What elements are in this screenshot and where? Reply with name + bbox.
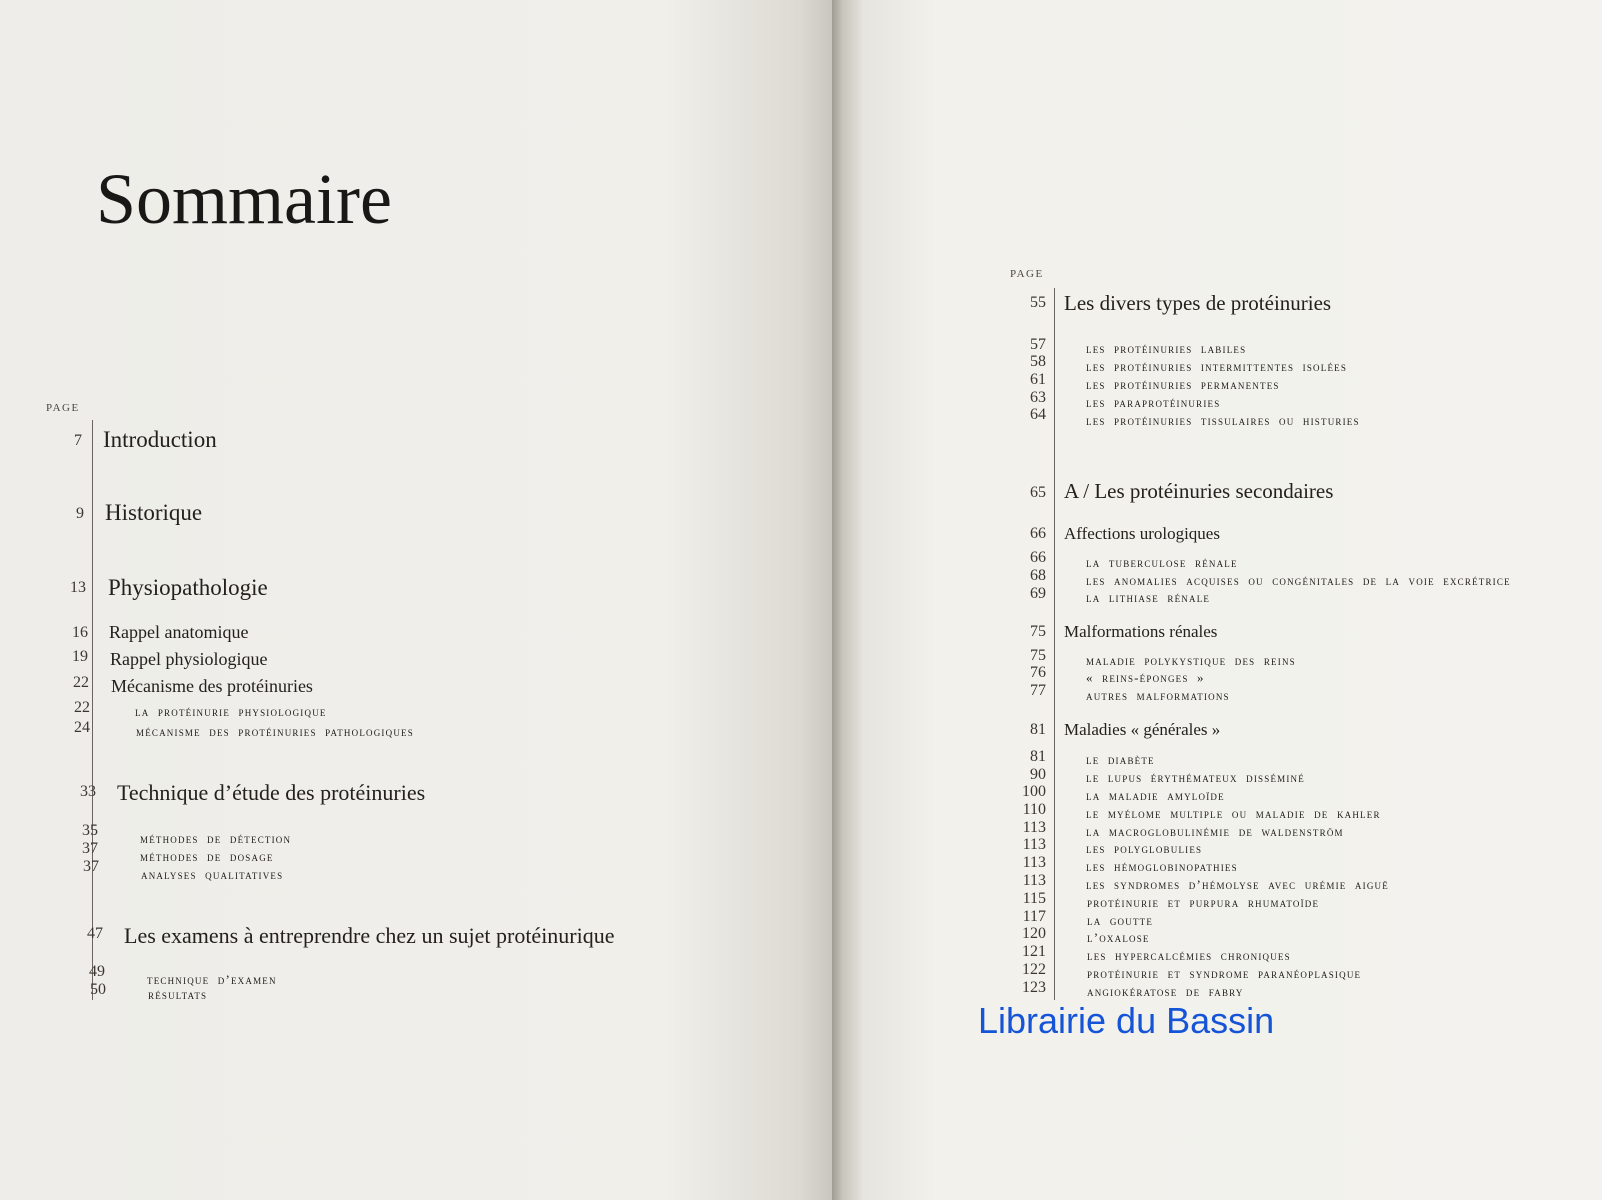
toc-page-number: 65 bbox=[1030, 484, 1046, 501]
toc-chapter: Les divers types de protéinuries bbox=[1064, 291, 1332, 315]
toc-subsection: angiokératose de fabry bbox=[1087, 984, 1244, 999]
toc-section: Rappel physiologique bbox=[110, 649, 268, 669]
toc-subsection: les protéinuries intermittentes isolées bbox=[1086, 359, 1348, 374]
toc-page-number: 76 bbox=[1030, 664, 1046, 681]
toc-page-number: 24 bbox=[74, 719, 90, 736]
toc-page-number: 66 bbox=[1030, 549, 1046, 566]
toc-subsection: « reins-éponges » bbox=[1086, 670, 1205, 685]
toc-page-number: 110 bbox=[1022, 801, 1046, 818]
page-column-label: PAGE bbox=[1010, 268, 1044, 280]
toc-page-number: 115 bbox=[1022, 890, 1046, 907]
toc-subsection: l’oxalose bbox=[1087, 930, 1150, 945]
toc-page-number: 66 bbox=[1030, 525, 1046, 542]
toc-page-number: 75 bbox=[1030, 647, 1046, 664]
toc-page-number: 81 bbox=[1030, 748, 1046, 765]
toc-subsection: maladie polykystique des reins bbox=[1086, 653, 1296, 668]
toc-page-number: 113 bbox=[1022, 854, 1046, 871]
toc-part-heading: A / Les protéinuries secondaires bbox=[1064, 479, 1334, 503]
toc-subsection: les paraprotéinuries bbox=[1086, 395, 1221, 410]
toc-page-number: 75 bbox=[1030, 623, 1046, 640]
toc-subsection: le lupus érythémateux disséminé bbox=[1086, 770, 1305, 785]
toc-subsection: les protéinuries permanentes bbox=[1086, 377, 1280, 392]
toc-page-number: 123 bbox=[1022, 979, 1046, 996]
toc-page-number: 120 bbox=[1022, 925, 1046, 942]
toc-subsection: la macroglobulinémie de waldenström bbox=[1086, 824, 1344, 839]
toc-subsection: le diabète bbox=[1086, 752, 1155, 767]
toc-chapter: Les examens à entreprendre chez un sujet protéinurique bbox=[124, 923, 615, 948]
toc-subsection: les syndromes d’hémolyse avec urémie aiguë bbox=[1086, 877, 1389, 892]
toc-subsection: protéinurie et purpura rhumatoïde bbox=[1087, 895, 1320, 910]
toc-chapter: Historique bbox=[105, 500, 203, 525]
toc-subsection: méthodes de dosage bbox=[140, 849, 274, 864]
toc-page-number: 113 bbox=[1022, 872, 1046, 889]
toc-page-number: 57 bbox=[1030, 336, 1046, 353]
toc-page-number: 58 bbox=[1030, 353, 1046, 370]
toc-page-number: 90 bbox=[1030, 766, 1046, 783]
toc-subsection: les protéinuries tissulaires ou histuries bbox=[1086, 413, 1360, 428]
toc-page-number: 19 bbox=[72, 648, 88, 665]
toc-page-number: 100 bbox=[1022, 783, 1046, 800]
toc-subsection: résultats bbox=[148, 987, 208, 1002]
toc-page-number: 37 bbox=[82, 840, 98, 857]
toc-page-number: 16 bbox=[72, 624, 88, 641]
toc-section: Mécanisme des protéinuries bbox=[111, 676, 313, 696]
toc-subsection: les hémoglobinopathies bbox=[1086, 859, 1238, 874]
toc-rule bbox=[92, 420, 93, 1000]
toc-page-number: 7 bbox=[74, 432, 82, 449]
toc-page-number: 55 bbox=[1030, 294, 1046, 311]
toc-subsection: méthodes de détection bbox=[140, 831, 292, 846]
toc-page-number: 81 bbox=[1030, 721, 1046, 738]
toc-page-number: 49 bbox=[89, 963, 105, 980]
toc-subsection: mécanisme des protéinuries pathologiques bbox=[136, 724, 414, 739]
book-gutter bbox=[832, 0, 862, 1200]
seller-watermark: Librairie du Bassin bbox=[978, 1000, 1275, 1041]
toc-section: Malformations rénales bbox=[1064, 622, 1218, 641]
toc-page-number: 77 bbox=[1030, 682, 1046, 699]
toc-chapter: Introduction bbox=[103, 427, 217, 452]
toc-page-number: 64 bbox=[1030, 406, 1046, 423]
toc-subsection: analyses qualitatives bbox=[141, 867, 284, 882]
toc-page-number: 61 bbox=[1030, 371, 1046, 388]
toc-chapter: Technique d’étude des protéinuries bbox=[117, 780, 426, 805]
toc-page-number: 113 bbox=[1022, 836, 1046, 853]
toc-page-number: 37 bbox=[83, 858, 99, 875]
toc-page-number: 47 bbox=[87, 925, 103, 942]
toc-page-number: 22 bbox=[74, 699, 90, 716]
toc-subsection: la lithiase rénale bbox=[1086, 590, 1211, 605]
toc-page-number: 13 bbox=[70, 579, 86, 596]
toc-page-number: 113 bbox=[1022, 819, 1046, 836]
toc-page-number: 69 bbox=[1030, 585, 1046, 602]
toc-section: Maladies « générales » bbox=[1064, 720, 1221, 739]
toc-page-number: 121 bbox=[1022, 943, 1046, 960]
toc-page-number: 117 bbox=[1022, 908, 1046, 925]
toc-section: Affections urologiques bbox=[1064, 524, 1220, 543]
toc-rule bbox=[1054, 288, 1055, 1000]
toc-page-number: 50 bbox=[90, 981, 106, 998]
toc-page-number: 22 bbox=[73, 674, 89, 691]
toc-page-number: 68 bbox=[1030, 567, 1046, 584]
toc-subsection: les anomalies acquises ou congénitales de la voie excrétrice bbox=[1086, 573, 1511, 588]
toc-page-number: 9 bbox=[76, 505, 84, 522]
toc-subsection: le myélome multiple ou maladie de kahler bbox=[1086, 806, 1381, 821]
toc-subsection: technique d’examen bbox=[147, 972, 277, 987]
toc-subsection: protéinurie et syndrome paranéoplasique bbox=[1087, 966, 1362, 981]
toc-subsection: la goutte bbox=[1087, 913, 1154, 928]
toc-subsection: les hypercalcémies chroniques bbox=[1087, 948, 1291, 963]
toc-subsection: la protéinurie physiologique bbox=[135, 704, 327, 719]
page-column-label: PAGE bbox=[46, 402, 80, 414]
toc-page-number: 63 bbox=[1030, 389, 1046, 406]
toc-subsection: la tuberculose rénale bbox=[1086, 555, 1238, 570]
toc-section: Rappel anatomique bbox=[109, 622, 249, 642]
toc-page-number: 35 bbox=[82, 822, 98, 839]
toc-subsection: les protéinuries labiles bbox=[1086, 341, 1247, 356]
page-title: Sommaire bbox=[96, 159, 392, 239]
toc-chapter: Physiopathologie bbox=[108, 575, 268, 600]
toc-subsection: la maladie amyloïde bbox=[1086, 788, 1225, 803]
toc-page-number: 122 bbox=[1022, 961, 1046, 978]
toc-subsection: les polyglobulies bbox=[1086, 841, 1203, 856]
toc-page-number: 33 bbox=[80, 783, 96, 800]
toc-subsection: autres malformations bbox=[1086, 688, 1230, 703]
